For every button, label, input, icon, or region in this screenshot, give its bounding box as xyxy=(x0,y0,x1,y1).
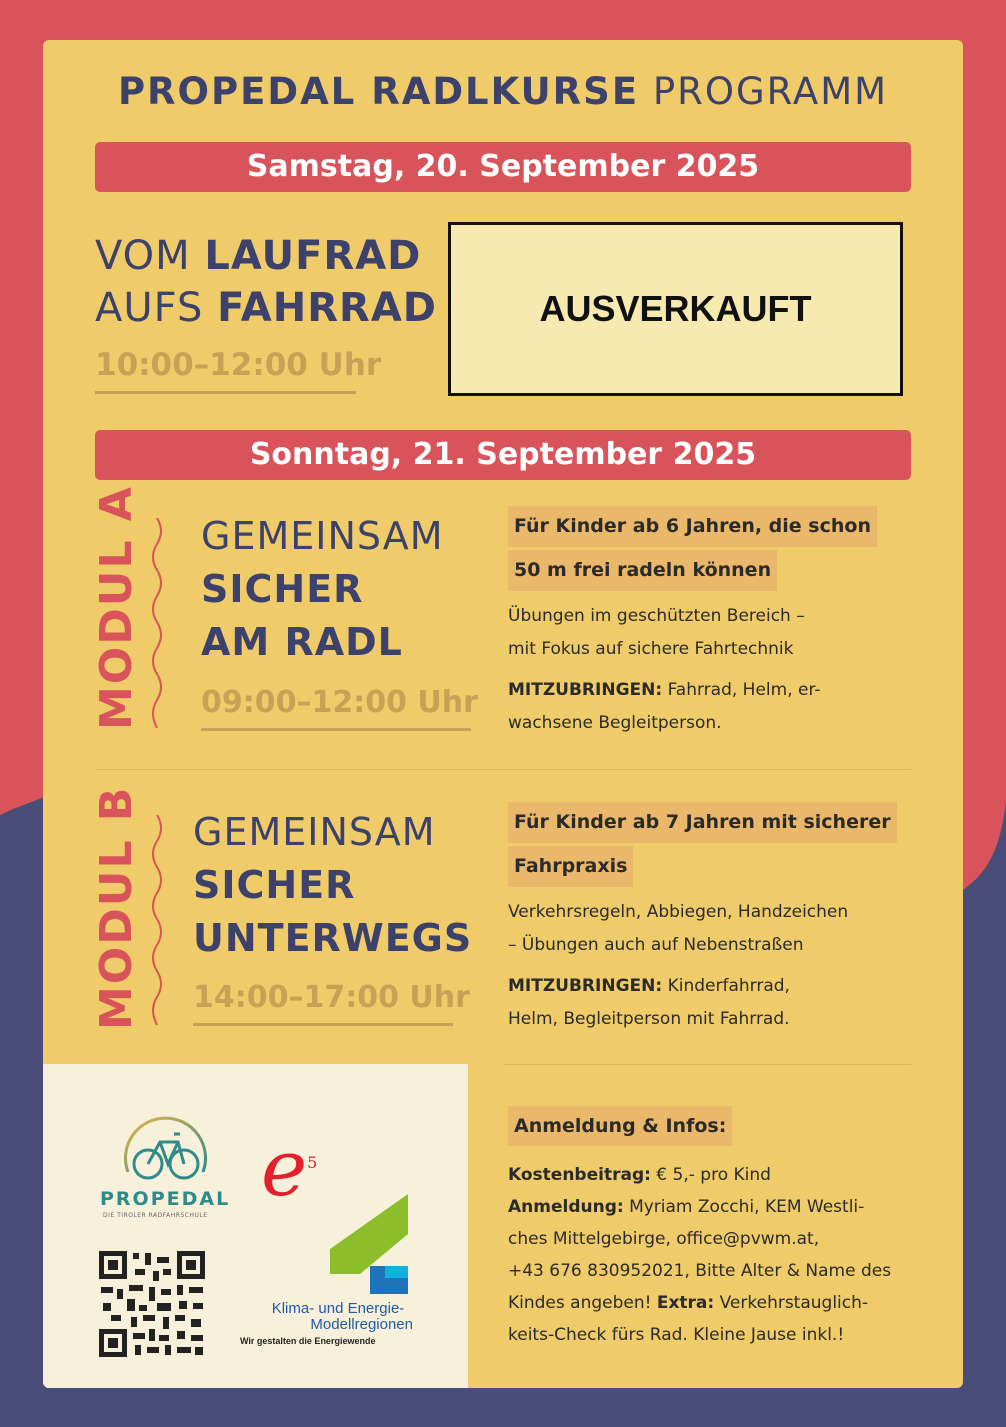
modul-b-label: MODUL B xyxy=(91,785,142,1030)
sold-out-box: AUSVERKAUFT xyxy=(448,222,903,396)
registration-info: Anmeldung & Infos: Kostenbeitrag: € 5,- pro Kind Anmeldung: Myriam Zocchi, KEM Westli- ches Mittelgebirge, office@pvwm.at, +43 676 830952021, Bitte Alter & Name des Kindes angeben! Extra: Verkehrstauglich- keits-Check fürs Rad. Kleine Jause inkl.! xyxy=(508,1106,918,1351)
modul-a-age-tag-1: Für Kinder ab 6 Jahren, die schon xyxy=(508,506,877,547)
modul-b-time: 14:00–17:00 Uhr xyxy=(193,980,470,1015)
logos-panel xyxy=(43,1064,468,1388)
modul-a-label: MODUL A xyxy=(91,485,142,730)
modul-a-time: 09:00–12:00 Uhr xyxy=(201,685,478,720)
propedal-logo-icon xyxy=(118,1102,213,1197)
modul-b-age-tag-2: Fahrpraxis xyxy=(508,846,633,887)
qr-code xyxy=(97,1249,207,1359)
modul-a-title: GEMEINSAM SICHER AM RADL xyxy=(201,514,444,664)
modul-a-age-tag-2: 50 m frei radeln können xyxy=(508,550,777,591)
modul-a-details: Für Kinder ab 6 Jahren, die schon 50 m frei radeln können Übungen im geschützten Bereich – mit Fokus auf sichere Fahrtechnik MITZUBRINGEN: Fahrrad, Helm, er- wachsene Begleitperson. xyxy=(508,506,928,748)
klima-logo-icon xyxy=(330,1194,410,1294)
sunday-date-banner: Sonntag, 21. September 2025 xyxy=(95,430,911,480)
modul-b-time-underline xyxy=(193,1023,453,1026)
propedal-subtitle: DIE TIROLER RADFAHRSCHULE xyxy=(103,1212,208,1219)
info-divider xyxy=(503,1064,911,1065)
modul-b-title: GEMEINSAM SICHER UNTERWEGS xyxy=(193,810,473,960)
modul-b-age-tag-1: Für Kinder ab 7 Jahren mit sicherer xyxy=(508,802,897,843)
klima-logo-text: Klima- und Energie- Modellregionen Wir gestalten die Energiewende xyxy=(240,1300,413,1346)
info-heading: Anmeldung & Infos: xyxy=(508,1106,732,1146)
saturday-time-underline xyxy=(95,391,356,394)
saturday-time: 10:00–12:00 Uhr xyxy=(95,347,382,383)
e5-logo: $e^5$ xyxy=(261,1124,318,1214)
saturday-date-banner: Samstag, 20. September 2025 xyxy=(95,142,911,192)
modul-b-wave xyxy=(147,815,167,1025)
saturday-course-title: VOM LAUFRAD AUFS FAHRRAD xyxy=(95,233,437,331)
section-divider xyxy=(95,769,911,770)
program-card xyxy=(43,40,963,1388)
modul-b-details: Für Kinder ab 7 Jahren mit sicherer Fahrpraxis Verkehrsregeln, Abbiegen, Handzeichen – Übungen auch auf Nebenstraßen MITZUBRINGEN: Kinderfahrrad, Helm, Begleitperson mit Fahrrad. xyxy=(508,802,938,1044)
page-title: PROPEDAL RADLKURSE PROGRAMM xyxy=(117,70,889,113)
modul-a-wave xyxy=(147,518,167,728)
modul-a-time-underline xyxy=(201,728,471,731)
propedal-name: PROPEDAL xyxy=(100,1188,231,1210)
